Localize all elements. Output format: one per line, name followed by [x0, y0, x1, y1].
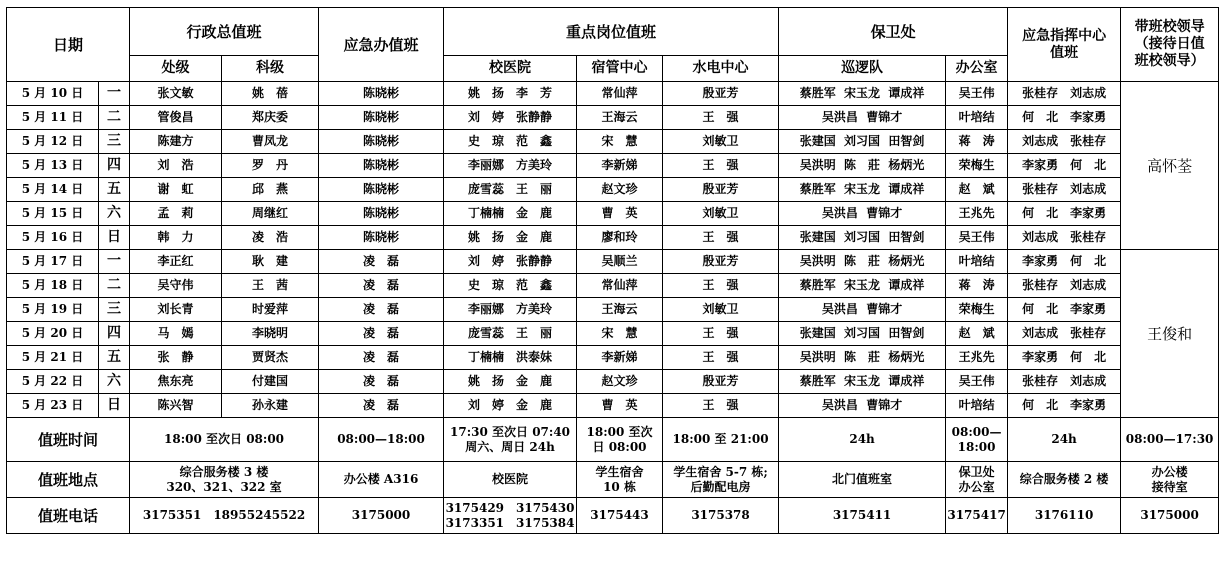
dorm-duty-cell: 常仙萍: [577, 82, 663, 106]
footer-time-dorm: [577, 418, 663, 462]
footer-place-leader-line1: 办公楼: [1151, 465, 1188, 480]
duty-schedule-table: [6, 7, 1219, 534]
table-row: [7, 346, 1219, 370]
footer-place-office-line2: 办公室: [958, 479, 995, 494]
header-leader: 带班校领导（接待日值班校领导）: [1121, 8, 1219, 82]
weekday-cell: 六: [99, 202, 130, 226]
command-duty-cell: 何 北 李家勇: [1008, 202, 1121, 226]
header-section-level: 处级: [130, 56, 222, 82]
footer-phone-patrol: 3175411: [779, 498, 946, 534]
clinic-duty-cell: 姚 扬 金 鹿: [444, 370, 577, 394]
header-date: 日期: [7, 8, 130, 82]
footer-place-admin: [130, 462, 319, 498]
footer-place-emergency: 办公楼 A316: [319, 462, 444, 498]
footer-place-dorm: [577, 462, 663, 498]
weekday-cell: 五: [99, 346, 130, 370]
footer-place-water-line2: 后勤配电房: [690, 479, 751, 494]
emergency-duty-cell: 凌 磊: [319, 322, 444, 346]
office-duty-cell: 叶培结: [946, 106, 1008, 130]
table-row: [7, 322, 1219, 346]
footer-phone-emergency: 3175000: [319, 498, 444, 534]
footer-phone-dorm: 3175443: [577, 498, 663, 534]
date-cell: 5 月 11 日: [7, 106, 99, 130]
subsection-duty-cell: 孙永建: [222, 394, 319, 418]
weekday-cell: 六: [99, 370, 130, 394]
footer-time-office-line1: 08:00—: [951, 425, 1002, 440]
footer-place-command: 综合服务楼 2 楼: [1008, 462, 1121, 498]
header-patrol: 巡逻队: [779, 56, 946, 82]
section-duty-cell: 李正红: [130, 250, 222, 274]
section-duty-cell: 张文敏: [130, 82, 222, 106]
command-duty-cell: 张桂存 刘志成: [1008, 370, 1121, 394]
patrol-duty-cell: 张建国 刘习国 田智剑: [779, 130, 946, 154]
command-duty-cell: 何 北 李家勇: [1008, 394, 1121, 418]
footer-time-office: [946, 418, 1008, 462]
table-row: [7, 250, 1219, 274]
dorm-duty-cell: 赵文珍: [577, 178, 663, 202]
water-power-duty-cell: 殷亚芳: [663, 370, 779, 394]
footer-phone-water: 3175378: [663, 498, 779, 534]
leader-week2-cell: 王俊和: [1121, 250, 1219, 418]
emergency-duty-cell: 陈晓彬: [319, 106, 444, 130]
dorm-duty-cell: 李新娣: [577, 154, 663, 178]
patrol-duty-cell: 吴洪昌 曹锦才: [779, 298, 946, 322]
footer-time-dorm-line2: 日 08:00: [592, 439, 647, 454]
clinic-duty-cell: 庞雪蕊 王 丽: [444, 322, 577, 346]
table-row: [7, 178, 1219, 202]
command-duty-cell: 张桂存 刘志成: [1008, 178, 1121, 202]
emergency-duty-cell: 陈晓彬: [319, 202, 444, 226]
weekday-cell: 一: [99, 82, 130, 106]
command-duty-cell: 刘志成 张桂存: [1008, 322, 1121, 346]
section-duty-cell: 刘 浩: [130, 154, 222, 178]
emergency-duty-cell: 凌 磊: [319, 250, 444, 274]
water-power-duty-cell: 王 强: [663, 106, 779, 130]
section-duty-cell: 孟 莉: [130, 202, 222, 226]
dorm-duty-cell: 吴顺兰: [577, 250, 663, 274]
clinic-duty-cell: 丁楠楠 金 鹿: [444, 202, 577, 226]
patrol-duty-cell: 蔡胜军 宋玉龙 谭成祥: [779, 82, 946, 106]
clinic-duty-cell: 李丽娜 方美玲: [444, 298, 577, 322]
footer-place-office-line1: 保卫处: [958, 465, 995, 480]
footer-time-dorm-line1: 18:00 至次: [586, 425, 653, 440]
office-duty-cell: 王兆先: [946, 346, 1008, 370]
clinic-duty-cell: 刘 婷 张静静: [444, 250, 577, 274]
patrol-duty-cell: 吴洪明 陈 莊 杨炳光: [779, 346, 946, 370]
footer-phone-office: 3175417: [946, 498, 1008, 534]
emergency-duty-cell: 陈晓彬: [319, 178, 444, 202]
command-duty-cell: 何 北 李家勇: [1008, 298, 1121, 322]
patrol-duty-cell: 蔡胜军 宋玉龙 谭成祥: [779, 370, 946, 394]
date-cell: 5 月 15 日: [7, 202, 99, 226]
subsection-duty-cell: 姚 蓓: [222, 82, 319, 106]
water-power-duty-cell: 王 强: [663, 394, 779, 418]
office-duty-cell: 赵 斌: [946, 178, 1008, 202]
footer-time-clinic-line2: 周六、周日 24h: [465, 439, 555, 454]
subsection-duty-cell: 曹凤龙: [222, 130, 319, 154]
dorm-duty-cell: 李新娣: [577, 346, 663, 370]
weekday-cell: 二: [99, 274, 130, 298]
patrol-duty-cell: 吴洪明 陈 莊 杨炳光: [779, 154, 946, 178]
header-dorm-center: 宿管中心: [577, 56, 663, 82]
leader-week1-cell: 高怀荃: [1121, 82, 1219, 250]
subsection-duty-cell: 邱 燕: [222, 178, 319, 202]
header-clinic: 校医院: [444, 56, 577, 82]
footer-place-leader-line2: 接待室: [1151, 479, 1188, 494]
emergency-duty-cell: 凌 磊: [319, 298, 444, 322]
weekday-cell: 日: [99, 226, 130, 250]
footer-time-clinic: [444, 418, 577, 462]
subsection-duty-cell: 凌 浩: [222, 226, 319, 250]
date-cell: 5 月 16 日: [7, 226, 99, 250]
emergency-duty-cell: 陈晓彬: [319, 82, 444, 106]
office-duty-cell: 吴王伟: [946, 82, 1008, 106]
footer-place-admin-line2: 320、321、322 室: [166, 479, 282, 494]
section-duty-cell: 吴守伟: [130, 274, 222, 298]
water-power-duty-cell: 刘敏卫: [663, 130, 779, 154]
footer-phone-leader: 3175000: [1121, 498, 1219, 534]
command-duty-cell: 刘志成 张桂存: [1008, 226, 1121, 250]
dorm-duty-cell: 曹 英: [577, 202, 663, 226]
date-cell: 5 月 13 日: [7, 154, 99, 178]
footer-time-command: 24h: [1008, 418, 1121, 462]
footer-time-office-line2: 18:00: [957, 439, 996, 454]
footer-place-office: [946, 462, 1008, 498]
office-duty-cell: 叶培结: [946, 250, 1008, 274]
clinic-duty-cell: 李丽娜 方美玲: [444, 154, 577, 178]
footer-time-water: 18:00 至 21:00: [663, 418, 779, 462]
footer-time-label: 值班时间: [7, 418, 130, 462]
date-cell: 5 月 14 日: [7, 178, 99, 202]
footer-time-clinic-line1: 17:30 至次日 07:40: [450, 425, 571, 440]
patrol-duty-cell: 蔡胜军 宋玉龙 谭成祥: [779, 178, 946, 202]
water-power-duty-cell: 王 强: [663, 154, 779, 178]
dorm-duty-cell: 廖和玲: [577, 226, 663, 250]
footer-place-water: [663, 462, 779, 498]
weekday-cell: 四: [99, 154, 130, 178]
dorm-duty-cell: 赵文珍: [577, 370, 663, 394]
command-duty-cell: 何 北 李家勇: [1008, 106, 1121, 130]
table-row: [7, 130, 1219, 154]
date-cell: 5 月 18 日: [7, 274, 99, 298]
office-duty-cell: 赵 斌: [946, 322, 1008, 346]
date-cell: 5 月 17 日: [7, 250, 99, 274]
command-duty-cell: 张桂存 刘志成: [1008, 82, 1121, 106]
office-duty-cell: 吴王伟: [946, 226, 1008, 250]
footer-phone-clinic: [444, 498, 577, 534]
section-duty-cell: 张 静: [130, 346, 222, 370]
emergency-duty-cell: 凌 磊: [319, 274, 444, 298]
section-duty-cell: 陈兴智: [130, 394, 222, 418]
header-water-power: 水电中心: [663, 56, 779, 82]
header-key-posts: 重点岗位值班: [444, 8, 779, 56]
weekday-cell: 三: [99, 130, 130, 154]
weekday-cell: 四: [99, 322, 130, 346]
header-subsection-level: 科级: [222, 56, 319, 82]
office-duty-cell: 王兆先: [946, 202, 1008, 226]
date-cell: 5 月 10 日: [7, 82, 99, 106]
weekday-cell: 一: [99, 250, 130, 274]
subsection-duty-cell: 郑庆委: [222, 106, 319, 130]
command-duty-cell: 李家勇 何 北: [1008, 346, 1121, 370]
weekday-cell: 五: [99, 178, 130, 202]
footer-phone-label: 值班电话: [7, 498, 130, 534]
command-duty-cell: 李家勇 何 北: [1008, 154, 1121, 178]
dorm-duty-cell: 曹 英: [577, 394, 663, 418]
table-row: [7, 226, 1219, 250]
section-duty-cell: 韩 力: [130, 226, 222, 250]
water-power-duty-cell: 刘敏卫: [663, 202, 779, 226]
header-emergency-office: 应急办值班: [319, 8, 444, 82]
table-row: [7, 106, 1219, 130]
emergency-duty-cell: 陈晓彬: [319, 130, 444, 154]
dorm-duty-cell: 王海云: [577, 106, 663, 130]
table-row: [7, 202, 1219, 226]
table-row: [7, 154, 1219, 178]
command-duty-cell: 刘志成 张桂存: [1008, 130, 1121, 154]
footer-place-leader: [1121, 462, 1219, 498]
section-duty-cell: 马 嫣: [130, 322, 222, 346]
patrol-duty-cell: 吴洪明 陈 莊 杨炳光: [779, 250, 946, 274]
water-power-duty-cell: 王 强: [663, 322, 779, 346]
date-cell: 5 月 21 日: [7, 346, 99, 370]
clinic-duty-cell: 庞雪蕊 王 丽: [444, 178, 577, 202]
header-office: 办公室: [946, 56, 1008, 82]
patrol-duty-cell: 蔡胜军 宋玉龙 谭成祥: [779, 274, 946, 298]
table-row: [7, 82, 1219, 106]
footer-place-water-line1: 学生宿舍 5-7 栋;: [673, 465, 768, 480]
header-security: 保卫处: [779, 8, 1008, 56]
weekday-cell: 二: [99, 106, 130, 130]
footer-place-clinic: 校医院: [444, 462, 577, 498]
emergency-duty-cell: 凌 磊: [319, 346, 444, 370]
footer-phone-clinic-line2: 3173351 3175384: [445, 515, 575, 530]
footer-phone-admin: 3175351 18955245522: [130, 498, 319, 534]
date-cell: 5 月 22 日: [7, 370, 99, 394]
clinic-duty-cell: 刘 婷 张静静: [444, 106, 577, 130]
section-duty-cell: 陈建方: [130, 130, 222, 154]
date-cell: 5 月 19 日: [7, 298, 99, 322]
subsection-duty-cell: 王 茜: [222, 274, 319, 298]
footer-place-patrol: 北门值班室: [779, 462, 946, 498]
weekday-cell: 三: [99, 298, 130, 322]
table-row: [7, 298, 1219, 322]
water-power-duty-cell: 殷亚芳: [663, 82, 779, 106]
water-power-duty-cell: 殷亚芳: [663, 178, 779, 202]
water-power-duty-cell: 殷亚芳: [663, 250, 779, 274]
subsection-duty-cell: 贾贤杰: [222, 346, 319, 370]
footer-phone-command: 3176110: [1008, 498, 1121, 534]
water-power-duty-cell: 刘敏卫: [663, 298, 779, 322]
section-duty-cell: 焦东亮: [130, 370, 222, 394]
clinic-duty-cell: 史 琼 范 鑫: [444, 130, 577, 154]
emergency-duty-cell: 陈晓彬: [319, 226, 444, 250]
footer-place-label: 值班地点: [7, 462, 130, 498]
footer-time-leader: 08:00—17:30: [1121, 418, 1219, 462]
office-duty-cell: 叶培结: [946, 394, 1008, 418]
schedule-rows: [7, 82, 1219, 418]
dorm-duty-cell: 宋 慧: [577, 322, 663, 346]
command-duty-cell: 张桂存 刘志成: [1008, 274, 1121, 298]
footer-phone-clinic-line1: 3175429 3175430: [445, 501, 575, 516]
office-duty-cell: 吴王伟: [946, 370, 1008, 394]
office-duty-cell: 荣梅生: [946, 154, 1008, 178]
subsection-duty-cell: 耿 建: [222, 250, 319, 274]
emergency-duty-cell: 陈晓彬: [319, 154, 444, 178]
office-duty-cell: 荣梅生: [946, 298, 1008, 322]
clinic-duty-cell: 丁楠楠 洪泰妹: [444, 346, 577, 370]
water-power-duty-cell: 王 强: [663, 346, 779, 370]
date-cell: 5 月 23 日: [7, 394, 99, 418]
emergency-duty-cell: 凌 磊: [319, 394, 444, 418]
weekday-cell: 日: [99, 394, 130, 418]
patrol-duty-cell: 吴洪昌 曹锦才: [779, 394, 946, 418]
patrol-duty-cell: 吴洪昌 曹锦才: [779, 202, 946, 226]
dorm-duty-cell: 常仙萍: [577, 274, 663, 298]
header-command-center: 应急指挥中心值班: [1008, 8, 1121, 82]
dorm-duty-cell: 王海云: [577, 298, 663, 322]
clinic-duty-cell: 史 琼 范 鑫: [444, 274, 577, 298]
patrol-duty-cell: 张建国 刘习国 田智剑: [779, 322, 946, 346]
clinic-duty-cell: 刘 婷 金 鹿: [444, 394, 577, 418]
subsection-duty-cell: 周继红: [222, 202, 319, 226]
subsection-duty-cell: 李晓明: [222, 322, 319, 346]
section-duty-cell: 刘长青: [130, 298, 222, 322]
date-cell: 5 月 12 日: [7, 130, 99, 154]
patrol-duty-cell: 吴洪昌 曹锦才: [779, 106, 946, 130]
table-row: [7, 274, 1219, 298]
section-duty-cell: 管俊昌: [130, 106, 222, 130]
footer-time-patrol: 24h: [779, 418, 946, 462]
clinic-duty-cell: 姚 扬 李 芳: [444, 82, 577, 106]
section-duty-cell: 谢 虹: [130, 178, 222, 202]
clinic-duty-cell: 姚 扬 金 鹿: [444, 226, 577, 250]
footer-place-dorm-line1: 学生宿舍: [595, 465, 644, 480]
emergency-duty-cell: 凌 磊: [319, 370, 444, 394]
office-duty-cell: 蒋 涛: [946, 274, 1008, 298]
dorm-duty-cell: 宋 慧: [577, 130, 663, 154]
footer-time-emergency: 08:00—18:00: [319, 418, 444, 462]
subsection-duty-cell: 时爱萍: [222, 298, 319, 322]
date-cell: 5 月 20 日: [7, 322, 99, 346]
header-admin-duty: 行政总值班: [130, 8, 319, 56]
water-power-duty-cell: 王 强: [663, 226, 779, 250]
table-row: [7, 394, 1219, 418]
patrol-duty-cell: 张建国 刘习国 田智剑: [779, 226, 946, 250]
footer-time-admin: 18:00 至次日 08:00: [130, 418, 319, 462]
subsection-duty-cell: 付建国: [222, 370, 319, 394]
subsection-duty-cell: 罗 丹: [222, 154, 319, 178]
water-power-duty-cell: 王 强: [663, 274, 779, 298]
footer-place-admin-line1: 综合服务楼 3 楼: [179, 465, 269, 480]
command-duty-cell: 李家勇 何 北: [1008, 250, 1121, 274]
office-duty-cell: 蒋 涛: [946, 130, 1008, 154]
table-row: [7, 370, 1219, 394]
footer-place-dorm-line2: 10 栋: [603, 479, 636, 494]
